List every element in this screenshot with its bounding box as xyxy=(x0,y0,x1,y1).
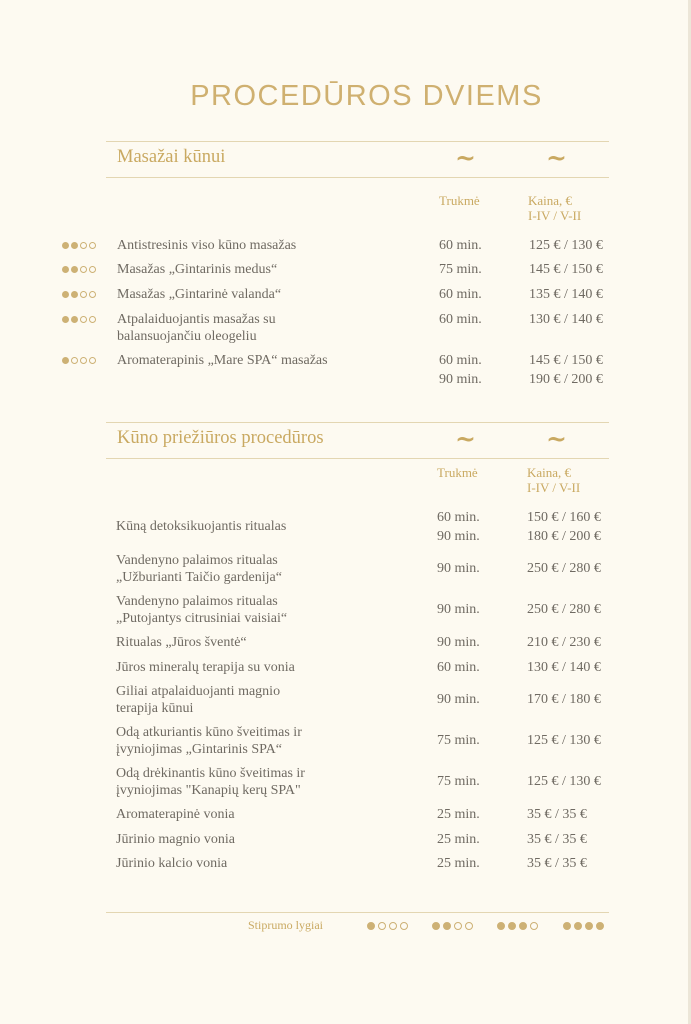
filled-dot-icon xyxy=(62,266,69,273)
empty-dot-icon xyxy=(80,316,87,323)
item-duration: 90 min. xyxy=(437,692,480,707)
duration-header: Trukmė xyxy=(439,193,480,208)
item-duration: 60 min. xyxy=(439,238,482,253)
item-name: Odą drėkinantis kūno šveitimas ir xyxy=(116,766,305,781)
empty-dot-icon xyxy=(80,291,87,298)
item-price: 130 € / 140 € xyxy=(527,660,601,675)
section-title: Kūno priežiūros procedūros xyxy=(117,428,324,448)
filled-dot-icon xyxy=(563,922,571,930)
filled-dot-icon xyxy=(443,922,451,930)
empty-dot-icon xyxy=(530,922,538,930)
item-price: 180 € / 200 € xyxy=(527,529,601,544)
item-name: Aromaterapinis „Mare SPA“ masažas xyxy=(117,353,328,368)
empty-dot-icon xyxy=(454,922,462,930)
legend-level xyxy=(367,922,408,930)
item-price: 125 € / 130 € xyxy=(527,733,601,748)
item-duration: 90 min. xyxy=(437,635,480,650)
empty-dot-icon xyxy=(378,922,386,930)
filled-dot-icon xyxy=(585,922,593,930)
item-name-line2: balansuojančiu oleogeliu xyxy=(117,329,257,344)
page-title: PROCEDŪROS DVIEMS xyxy=(190,80,543,112)
empty-dot-icon xyxy=(389,922,397,930)
filled-dot-icon xyxy=(574,922,582,930)
tilde-ornament: ~ xyxy=(546,143,567,172)
intensity-rating xyxy=(62,291,96,298)
item-name: Masažas „Gintarinė valanda“ xyxy=(117,287,282,302)
item-name: Antistresinis viso kūno masažas xyxy=(117,238,297,253)
price-header: Kaina, € xyxy=(527,465,572,480)
price-header-days: I-IV / V-II xyxy=(527,480,581,495)
item-duration: 60 min. xyxy=(437,510,480,525)
filled-dot-icon xyxy=(596,922,604,930)
item-price: 250 € / 280 € xyxy=(527,602,601,617)
item-name: Masažas „Gintarinis medus“ xyxy=(117,262,278,277)
empty-dot-icon xyxy=(89,357,96,364)
item-name: Jūrinio kalcio vonia xyxy=(116,856,228,871)
empty-dot-icon xyxy=(465,922,473,930)
duration-header: Trukmė xyxy=(437,465,478,480)
item-name: Aromaterapinė vonia xyxy=(116,807,235,822)
price-header: Kaina, € xyxy=(528,193,573,208)
item-duration: 90 min. xyxy=(437,561,480,576)
filled-dot-icon xyxy=(62,316,69,323)
filled-dot-icon xyxy=(497,922,505,930)
intensity-rating xyxy=(62,242,96,249)
item-price: 150 € / 160 € xyxy=(527,510,601,525)
item-name: Jūros mineralų terapija su vonia xyxy=(116,660,295,675)
empty-dot-icon xyxy=(80,242,87,249)
tilde-ornament: ~ xyxy=(455,143,476,172)
empty-dot-icon xyxy=(80,357,87,364)
legend-level xyxy=(563,922,604,930)
item-price: 35 € / 35 € xyxy=(527,807,587,822)
item-duration: 75 min. xyxy=(437,774,480,789)
filled-dot-icon xyxy=(71,242,78,249)
item-name-line2: terapija kūnui xyxy=(116,701,194,716)
item-price: 145 € / 150 € xyxy=(529,262,603,277)
item-price: 130 € / 140 € xyxy=(529,312,603,327)
item-duration: 25 min. xyxy=(437,832,480,847)
filled-dot-icon xyxy=(432,922,440,930)
intensity-rating xyxy=(62,316,96,323)
item-duration: 60 min. xyxy=(439,353,482,368)
empty-dot-icon xyxy=(89,242,96,249)
item-price: 145 € / 150 € xyxy=(529,353,603,368)
item-name: Jūrinio magnio vonia xyxy=(116,832,235,847)
item-price: 125 € / 130 € xyxy=(527,774,601,789)
legend-level xyxy=(432,922,473,930)
filled-dot-icon xyxy=(519,922,527,930)
item-duration: 90 min. xyxy=(439,372,482,387)
filled-dot-icon xyxy=(71,316,78,323)
item-duration: 90 min. xyxy=(437,529,480,544)
tilde-ornament: ~ xyxy=(546,424,567,453)
legend-label: Stiprumo lygiai xyxy=(248,918,323,932)
footer-divider xyxy=(106,912,609,913)
item-duration: 60 min. xyxy=(439,312,482,327)
item-name: Ritualas „Jūros šventė“ xyxy=(116,635,247,650)
item-price: 35 € / 35 € xyxy=(527,832,587,847)
item-name: Vandenyno palaimos ritualas xyxy=(116,594,278,609)
item-name: Vandenyno palaimos ritualas xyxy=(116,553,278,568)
item-duration: 60 min. xyxy=(439,287,482,302)
filled-dot-icon xyxy=(367,922,375,930)
item-duration: 25 min. xyxy=(437,856,480,871)
item-duration: 90 min. xyxy=(437,602,480,617)
intensity-rating xyxy=(62,266,96,273)
item-name: Atpalaiduojantis masažas su xyxy=(117,312,276,327)
empty-dot-icon xyxy=(71,357,78,364)
intensity-rating xyxy=(62,357,96,364)
item-price: 125 € / 130 € xyxy=(529,238,603,253)
item-name-line2: įvyniojimas "Kanapių kerų SPA" xyxy=(116,783,301,798)
item-name-line2: „Užburianti Taičio gardenija“ xyxy=(116,570,282,585)
item-duration: 60 min. xyxy=(437,660,480,675)
empty-dot-icon xyxy=(80,266,87,273)
item-price: 190 € / 200 € xyxy=(529,372,603,387)
item-name: Giliai atpalaiduojanti magnio xyxy=(116,684,281,699)
item-name: Kūną detoksikuojantis ritualas xyxy=(116,519,287,534)
section-header-body-care xyxy=(106,422,609,459)
item-name-line2: „Putojantys citrusiniai vaisiai“ xyxy=(116,611,288,626)
item-price: 35 € / 35 € xyxy=(527,856,587,871)
item-price: 135 € / 140 € xyxy=(529,287,603,302)
empty-dot-icon xyxy=(89,291,96,298)
item-duration: 75 min. xyxy=(437,733,480,748)
item-price: 250 € / 280 € xyxy=(527,561,601,576)
legend-level xyxy=(497,922,538,930)
item-price: 210 € / 230 € xyxy=(527,635,601,650)
filled-dot-icon xyxy=(71,266,78,273)
tilde-ornament: ~ xyxy=(455,424,476,453)
item-name: Odą atkuriantis kūno šveitimas ir xyxy=(116,725,302,740)
filled-dot-icon xyxy=(62,242,69,249)
empty-dot-icon xyxy=(400,922,408,930)
item-duration: 25 min. xyxy=(437,807,480,822)
filled-dot-icon xyxy=(62,357,69,364)
item-name-line2: įvyniojimas „Gintarinis SPA“ xyxy=(116,742,282,757)
filled-dot-icon xyxy=(71,291,78,298)
price-header-days: I-IV / V-II xyxy=(528,208,582,223)
empty-dot-icon xyxy=(89,266,96,273)
section-header-massages xyxy=(106,141,609,178)
filled-dot-icon xyxy=(62,291,69,298)
section-title: Masažai kūnui xyxy=(117,147,226,167)
item-price: 170 € / 180 € xyxy=(527,692,601,707)
filled-dot-icon xyxy=(508,922,516,930)
item-duration: 75 min. xyxy=(439,262,482,277)
empty-dot-icon xyxy=(89,316,96,323)
